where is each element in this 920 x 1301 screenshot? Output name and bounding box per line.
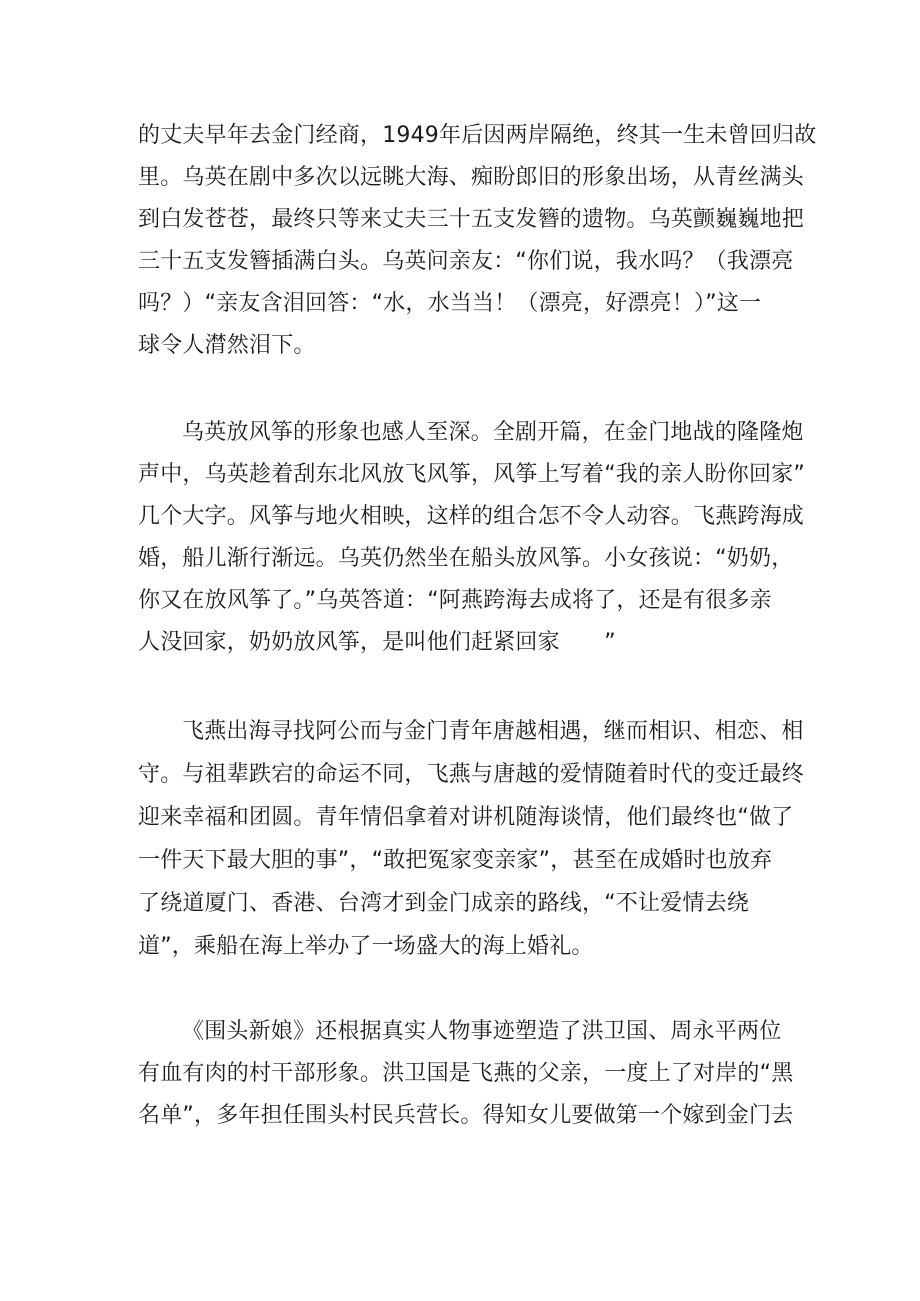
paragraph-3-line-5: 了绕道厦门、香港、台湾才到金门成亲的路线，“不让爱情去绕 [138, 891, 749, 916]
paragraph-2-line-3: 几个大字。风筝与地火相映，这样的组合怎不令人动容。飞燕跨海成 [138, 504, 805, 529]
paragraph-3-line-2: 守。与祖辈跌宕的命运不同，飞燕与唐越的爱情随着时代的变迁最终 [138, 762, 805, 787]
paragraph-2-line-6: 人没回家，奶奶放风筝，是叫他们赶紧回家 ” [138, 630, 616, 655]
paragraph-3-line-4: 一件天下最大胆的事”，“敢把冤家变亲家”，甚至在成婚时也放弃 [138, 848, 773, 873]
paragraph-4-line-3: 名单”，多年担任围头村民兵营长。得知女儿要做第一个嫁到金门去 [138, 1103, 794, 1128]
paragraph-1-line-1: 的丈夫早年去金门经商，1949年后因两岸隔绝，终其一生未曾回归故 [138, 123, 817, 148]
paragraph-3-line-6: 道”，乘船在海上举办了一场盛大的海上婚礼。 [138, 934, 594, 959]
paragraph-4-line-2: 有血有肉的村干部形象。洪卫国是飞燕的父亲，一度上了对岸的“黑 [138, 1061, 794, 1086]
paragraph-1-line-5: 吗？）“亲友含泪回答：“水，水当当！（漂亮，好漂亮！）”这一 [138, 291, 762, 316]
paragraph-4-line-1: 《围头新娘》还根据真实人物事迹塑造了洪卫国、周永平两位 [182, 1019, 782, 1044]
paragraph-2-line-2: 声中，乌英趁着刮东北风放飞风筝，风筝上写着“我的亲人盼你回家” [138, 462, 805, 487]
paragraph-1-line-6: 球令人潸然泪下。 [138, 333, 316, 358]
paragraph-1-line-3: 到白发苍苍，最终只等来丈夫三十五支发簪的遗物。乌英颤巍巍地把 [138, 207, 805, 232]
paragraph-2-line-4: 婚，船儿渐行渐远。乌英仍然坐在船头放风筝。小女孩说：“奶奶， [138, 546, 794, 571]
paragraph-1-line-2: 里。乌英在剧中多次以远眺大海、痴盼郎旧的形象出场，从青丝满头 [138, 165, 805, 190]
paragraph-3-line-3: 迎来幸福和团圆。青年情侣拿着对讲机随海谈情，他们最终也“做了 [138, 805, 794, 830]
paragraph-1-line-4: 三十五支发簪插满白头。乌英问亲友：“你们说，我水吗？（我漂亮 [138, 249, 794, 274]
paragraph-2-line-5: 你又在放风筝了。”乌英答道：“阿燕跨海去成将了，还是有很多亲 [138, 588, 772, 613]
paragraph-3-line-1: 飞燕出海寻找阿公而与金门青年唐越相遇，继而相识、相恋、相 [182, 719, 804, 744]
paragraph-2-line-1: 乌英放风筝的形象也感人至深。全剧开篇，在金门地战的隆隆炮 [182, 420, 804, 445]
